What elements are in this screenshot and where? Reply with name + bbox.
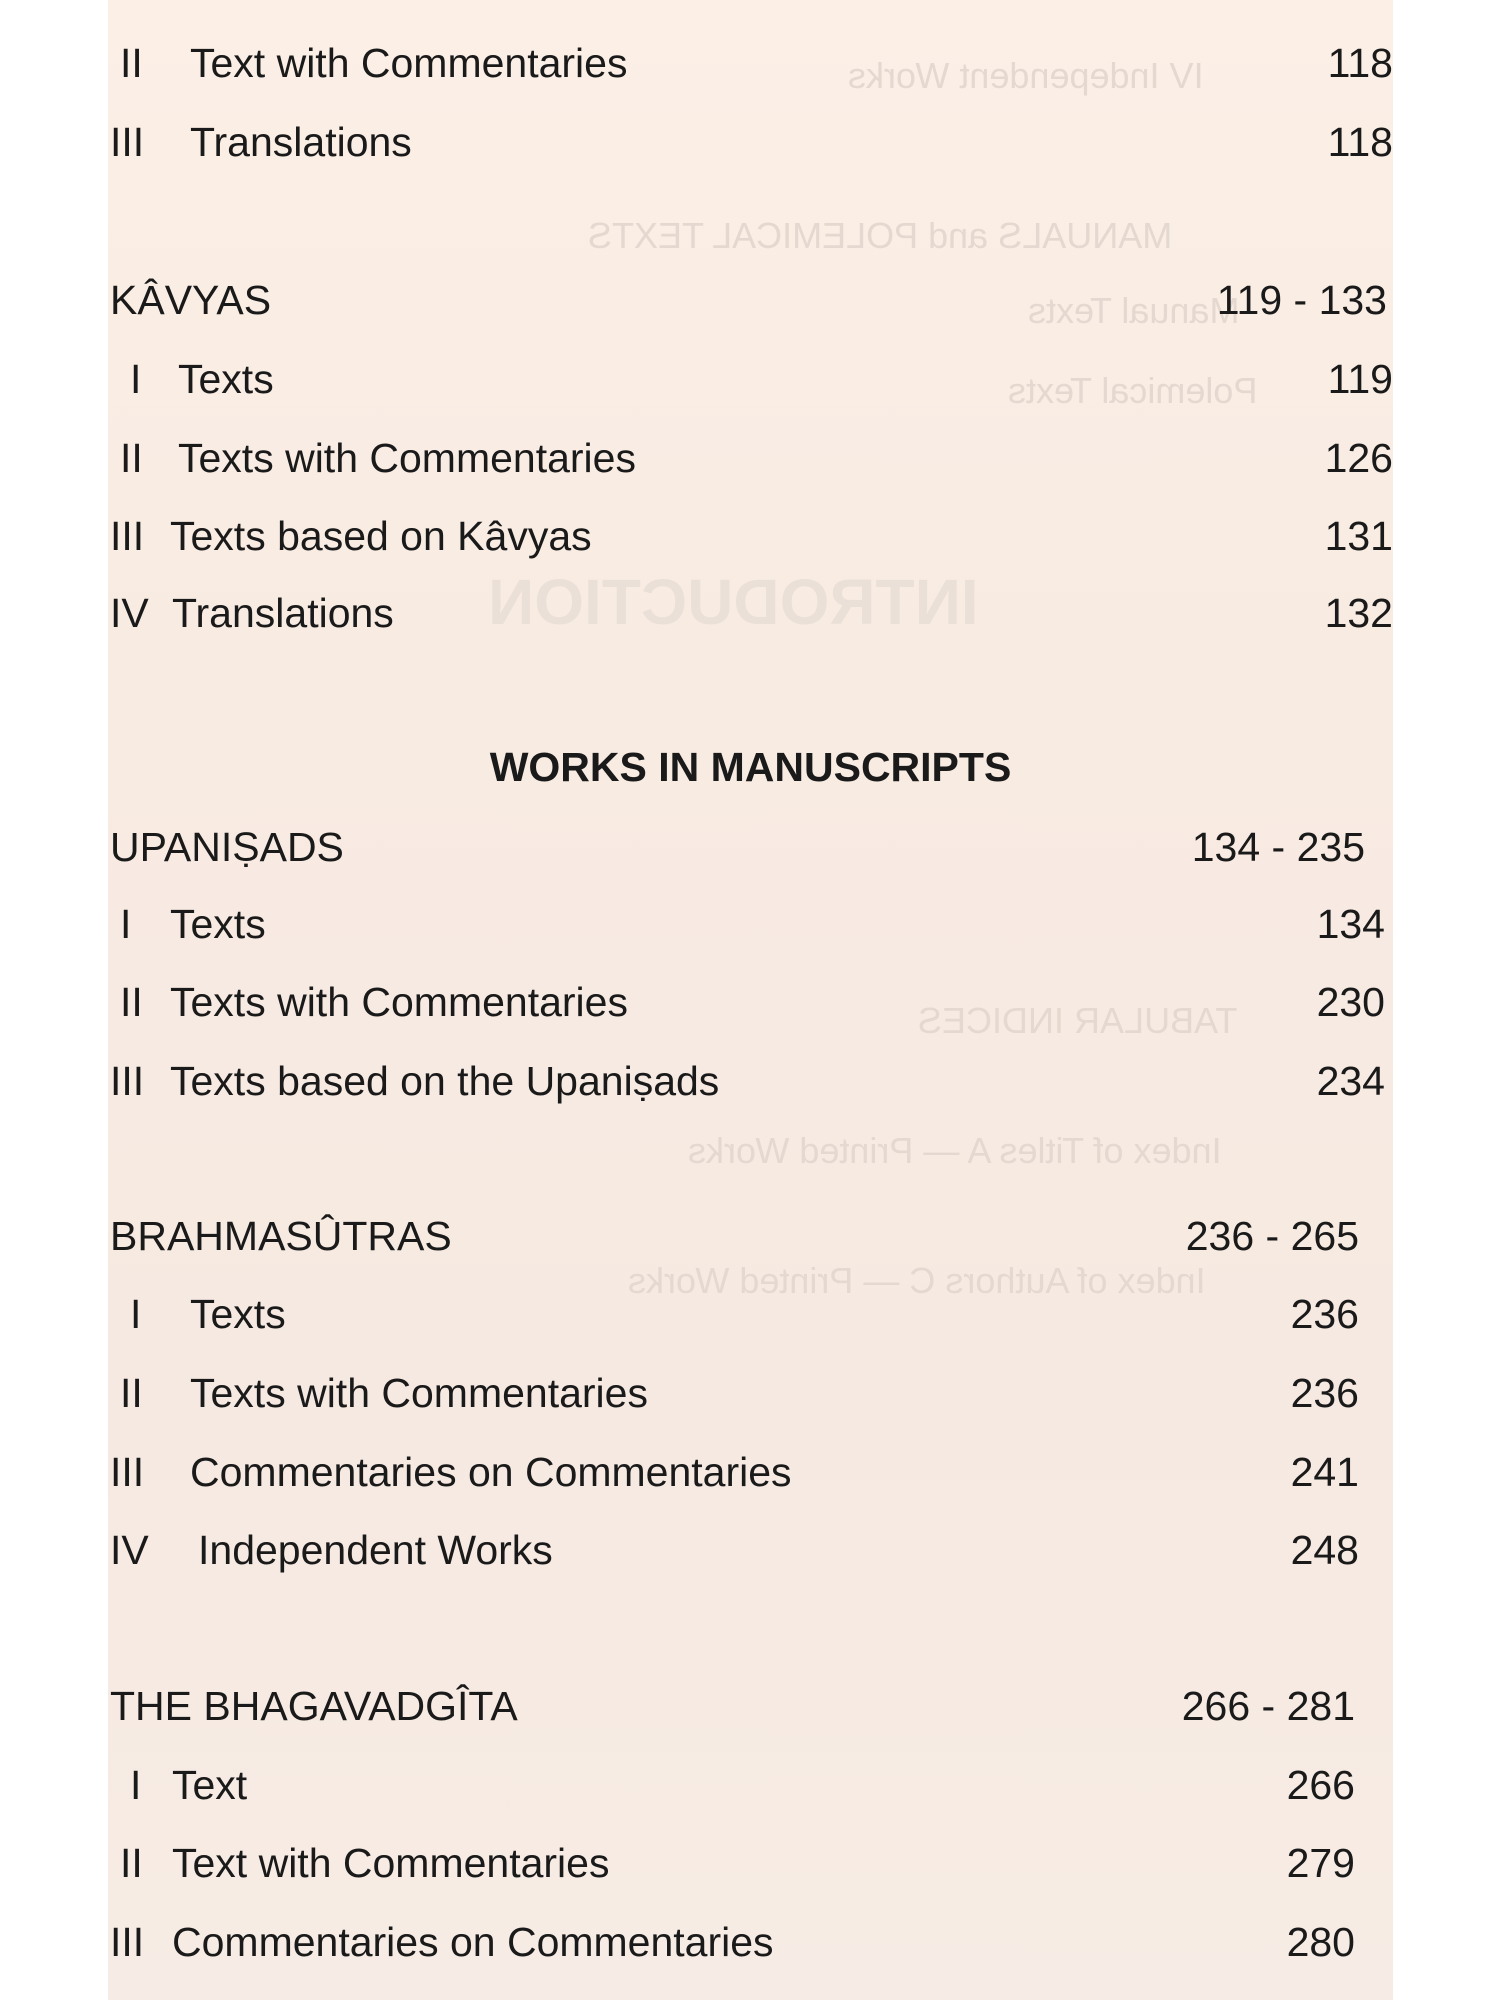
toc-section-title: KÂVYAS [110, 277, 272, 323]
toc-row-page: 134 [1316, 901, 1385, 947]
toc-row [108, 1289, 1393, 1339]
show-through-text: MANUALS and POLEMICAL TEXTS [588, 215, 1173, 256]
show-through-text: IV Independent Works [848, 55, 1204, 96]
show-through-text: Index of Titles A — Printed Works [688, 1130, 1222, 1171]
toc-row-page: 266 [1286, 1762, 1355, 1808]
toc-row-label: Text [172, 1762, 248, 1808]
toc-row [108, 1917, 1393, 1967]
toc-row-number: II [120, 979, 143, 1025]
toc-section-row [108, 1211, 1393, 1261]
toc-row-label: Texts with Commentaries [190, 1370, 648, 1416]
show-through-text: TABULAR INDICES [918, 1000, 1238, 1041]
toc-row-label: Independent Works [198, 1527, 553, 1573]
toc-row-page-range: 119 - 133 [1216, 277, 1387, 323]
toc-row-number: II [120, 1840, 143, 1886]
toc-row-page: 234 [1316, 1058, 1385, 1104]
toc-row-label: Texts [170, 901, 266, 947]
toc-row-number: I [120, 901, 132, 947]
toc-row-number: II [120, 40, 143, 86]
toc-row [108, 354, 1393, 404]
show-through-text: INTRODUCTION [488, 566, 979, 638]
toc-row-page-range: 266 - 281 [1181, 1683, 1355, 1729]
toc-row-label: Texts [190, 1291, 286, 1337]
toc-row [108, 1760, 1393, 1810]
toc-row-label: Commentaries on Commentaries [172, 1919, 774, 1965]
toc-row [108, 899, 1393, 949]
toc-row-label: Translations [172, 590, 394, 636]
toc-row-number: III [110, 1058, 145, 1104]
toc-row [108, 38, 1393, 88]
toc-row-number: IV [110, 1527, 149, 1573]
toc-row-label: Texts [178, 356, 274, 402]
toc-row-number: III [110, 1919, 145, 1965]
toc-row-label: Translations [190, 119, 412, 165]
toc-row [108, 977, 1393, 1027]
toc-row-page: 118 [1327, 40, 1393, 86]
toc-row [108, 588, 1393, 638]
show-through-text: Index of Authors C — Printed Works [628, 1260, 1206, 1301]
show-through-text: Manual Texts [1028, 290, 1240, 331]
toc-row-page: 236 [1290, 1370, 1359, 1416]
toc-row-label: Texts with Commentaries [170, 979, 628, 1025]
toc-row-label: Text with Commentaries [172, 1840, 610, 1886]
toc-row [108, 511, 1393, 561]
toc-row-page: 241 [1290, 1449, 1359, 1495]
toc-row-page: 230 [1316, 979, 1385, 1025]
toc-row-page: 131 [1324, 513, 1393, 559]
toc-row-page: 248 [1290, 1527, 1359, 1573]
toc-section-title: UPANIṢADS [110, 824, 344, 870]
toc-section-title: THE BHAGAVADGÎTA [110, 1683, 518, 1729]
toc-row [108, 1525, 1393, 1575]
toc-row-page: 119 [1327, 356, 1393, 402]
toc-row-number: I [130, 1762, 142, 1808]
toc-section-title: BRAHMASÛTRAS [110, 1213, 452, 1259]
toc-row [108, 1368, 1393, 1418]
toc-row-number: I [130, 1291, 142, 1337]
toc-row-page-range: 236 - 265 [1185, 1213, 1359, 1259]
toc-section-row [108, 822, 1393, 872]
toc-row-number: II [120, 435, 143, 481]
toc-row [108, 433, 1393, 483]
toc-row-number: III [110, 513, 145, 559]
toc-row-label: Texts with Commentaries [178, 435, 636, 481]
toc-row-number: IV [110, 590, 149, 636]
toc-row-page-range: 134 - 235 [1191, 824, 1365, 870]
book-page [108, 0, 1393, 2000]
toc-row-page: 132 [1324, 590, 1393, 636]
toc-row-label: Commentaries on Commentaries [190, 1449, 792, 1495]
toc-row-page: 236 [1290, 1291, 1359, 1337]
toc-row-page: 126 [1324, 435, 1393, 481]
toc-row-label: Text with Commentaries [190, 40, 628, 86]
toc-row-page: 279 [1286, 1840, 1355, 1886]
section-heading: WORKS IN MANUSCRIPTS [489, 744, 1012, 790]
toc-row-label: Texts based on Kâvyas [170, 513, 592, 559]
toc-section-row [108, 1681, 1393, 1731]
toc-row-page: 280 [1286, 1919, 1355, 1965]
toc-row-number: III [110, 119, 145, 165]
show-through-text: Polemical Texts [1008, 370, 1258, 411]
toc-row-number: III [110, 1449, 145, 1495]
toc-row-number: I [130, 356, 142, 402]
toc-row-label: Texts based on the Upaniṣads [170, 1058, 720, 1104]
toc-row [108, 1447, 1393, 1497]
toc-row [108, 117, 1393, 167]
toc-row-number: II [120, 1370, 143, 1416]
toc-row [108, 1838, 1393, 1888]
toc-row-page: 118 [1327, 119, 1393, 165]
toc-row [108, 1056, 1393, 1106]
toc-section-row [108, 275, 1393, 325]
